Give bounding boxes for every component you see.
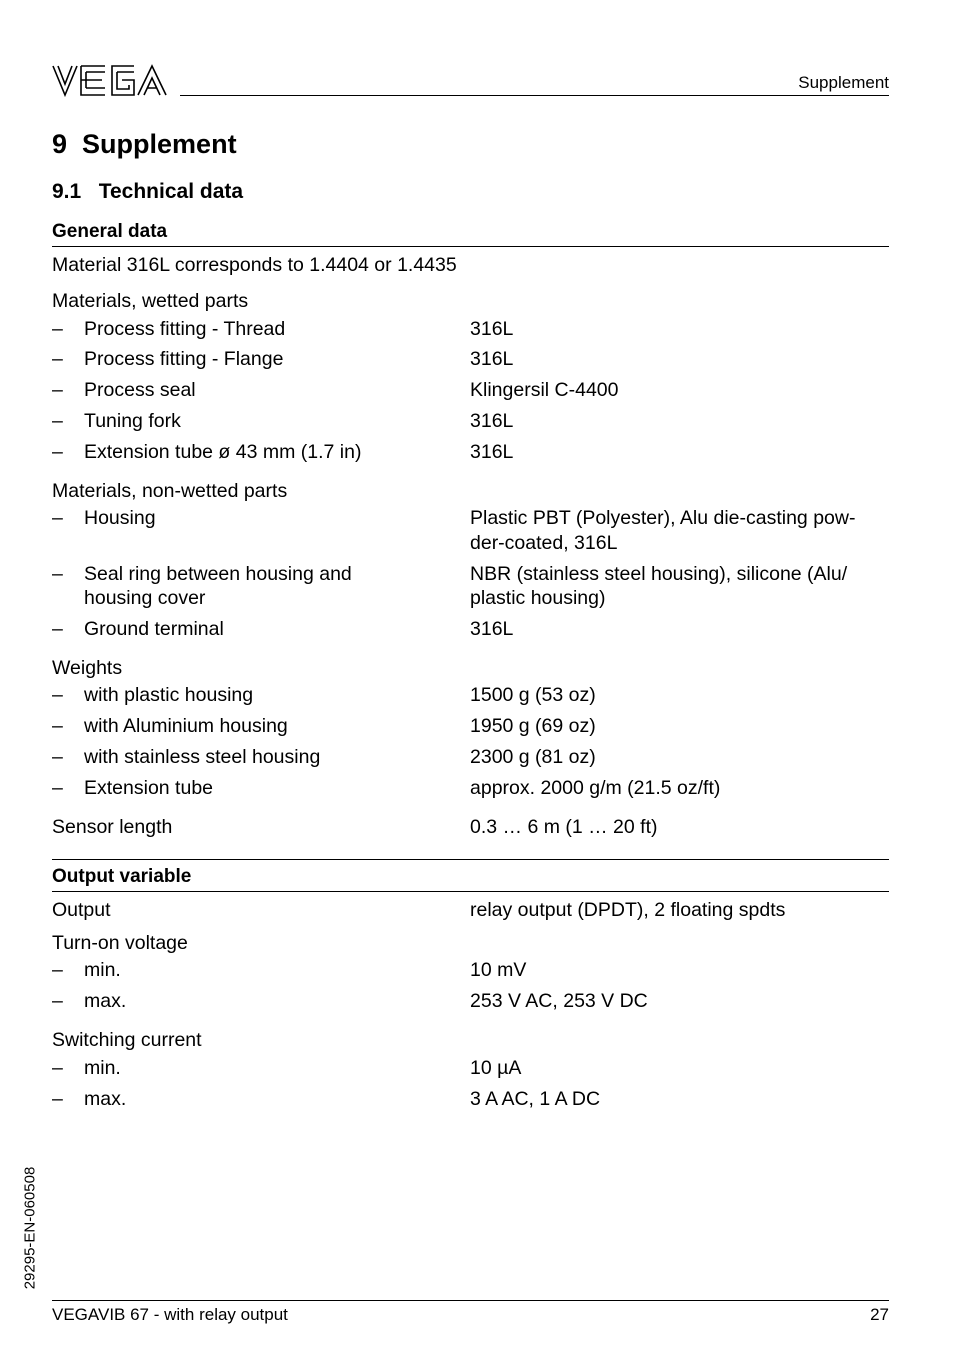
switching-value-1: 3 A AC, 1 A DC [470,1088,601,1110]
chapter-number: 9 [52,129,68,159]
nonwetted-value-0: Plastic PBT (Polyester), Alu die-casting pow- [470,507,856,529]
nonwetted-value-2: 316L [470,618,514,640]
weights-value-1: 1950 g (69 oz) [470,715,596,737]
document-code: 29295-EN-060508 [21,1166,39,1290]
weights-value-2: 2300 g (81 oz) [470,746,596,768]
output-value: relay output (DPDT), 2 floating spdts [470,899,786,921]
wetted-value-4: 316L [470,441,514,463]
sensor-length-label: Sensor length [52,816,173,838]
weights-heading: Weights [52,657,123,679]
nonwetted-label-0: Housing [84,507,156,529]
nonwetted-label-1-line2: housing cover [84,587,206,609]
turn-on-value-1: 253 V AC, 253 V DC [470,990,648,1012]
weights-label-1: with Aluminium housing [84,715,288,737]
list-dash: – [52,777,63,799]
list-dash: – [52,1088,63,1110]
chapter-heading [52,129,237,160]
weights-value-0: 1500 g (53 oz) [470,684,596,706]
list-dash: – [52,715,63,737]
list-dash: – [52,618,63,640]
switching-value-0: 10 µA [470,1057,522,1079]
sensor-length-value: 0.3 … 6 m (1 … 20 ft) [470,816,658,838]
list-dash: – [52,441,63,463]
vega-logo [52,64,168,97]
weights-label-0: with plastic housing [84,684,254,706]
turn-on-heading: Turn-on voltage [52,932,188,954]
switching-heading: Switching current [52,1029,202,1051]
list-dash: – [52,379,63,401]
general-data-title: General data [52,221,168,242]
turn-on-label-0: min. [84,959,121,981]
wetted-label-1: Process fitting - Flange [84,348,284,370]
wetted-value-2: Klingersil C-4400 [470,379,619,401]
wetted-label-2: Process seal [84,379,196,401]
switching-label-0: min. [84,1057,121,1079]
nonwetted-value-1: NBR (stainless steel housing), silicone (Alu/ [470,563,848,585]
wetted-label-4: Extension tube ø 43 mm (1.7 in) [84,441,362,463]
nonwetted-label-1: Seal ring between housing and [84,563,352,585]
wetted-value-0: 316L [470,318,514,340]
nonwetted-value-0-line2: der-coated, 316L [470,532,618,554]
header-section-label: Supplement [798,73,889,92]
nonwetted-value-1-line2: plastic housing) [470,587,606,609]
turn-on-label-1: max. [84,990,127,1012]
header-rule [180,95,889,96]
list-dash: – [52,990,63,1012]
nonwetted-heading: Materials, non-wetted parts [52,480,288,502]
footer-product: VEGAVIB 67 - with relay output [52,1305,288,1324]
chapter-title: Supplement [82,129,237,159]
output-variable-top-rule [52,859,889,860]
subchapter-number: 9.1 [52,180,82,203]
list-dash: – [52,507,63,529]
nonwetted-label-2: Ground terminal [84,618,224,640]
output-variable-title: Output variable [52,866,192,887]
material-note: Material 316L corresponds to 1.4404 or 1.4435 [52,254,457,276]
subchapter-heading [52,180,243,204]
weights-label-2: with stainless steel housing [84,746,321,768]
weights-label-3: Extension tube [84,777,214,799]
general-data-rule [52,246,889,247]
turn-on-value-0: 10 mV [470,959,527,981]
footer-rule [52,1300,889,1301]
wetted-heading: Materials, wetted parts [52,290,249,312]
wetted-label-0: Process fitting - Thread [84,318,286,340]
list-dash: – [52,746,63,768]
weights-value-3: approx. 2000 g/m (21.5 oz/ft) [470,777,721,799]
list-dash: – [52,410,63,432]
wetted-label-3: Tuning fork [84,410,181,432]
list-dash: – [52,348,63,370]
list-dash: – [52,563,63,585]
page-number: 27 [870,1305,889,1324]
list-dash: – [52,684,63,706]
list-dash: – [52,1057,63,1079]
output-label: Output [52,899,111,921]
wetted-value-3: 316L [470,410,514,432]
list-dash: – [52,959,63,981]
output-variable-rule [52,891,889,892]
subchapter-title: Technical data [98,180,244,203]
list-dash: – [52,318,63,340]
wetted-value-1: 316L [470,348,514,370]
switching-label-1: max. [84,1088,127,1110]
